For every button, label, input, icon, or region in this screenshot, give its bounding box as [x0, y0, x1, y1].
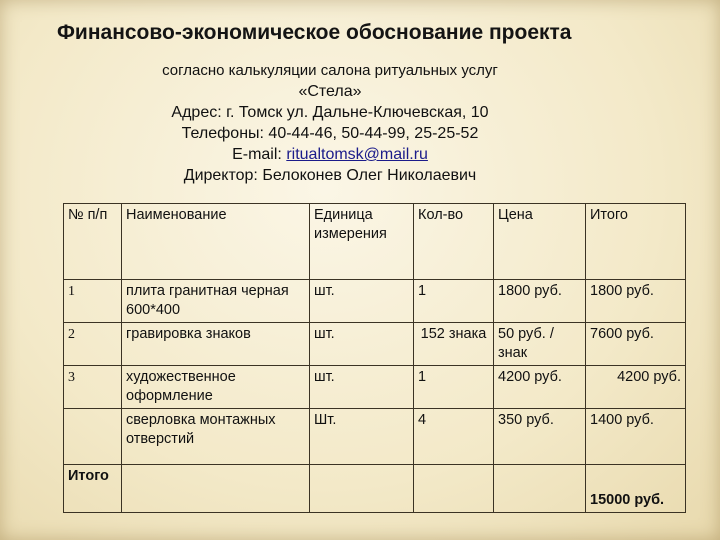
row-name: художественное оформление	[122, 366, 310, 409]
row-unit: шт.	[310, 366, 414, 409]
header-price: Цена	[494, 204, 586, 280]
row-number: 1	[64, 280, 122, 323]
row-number: 2	[64, 323, 122, 366]
table-row	[64, 366, 686, 409]
row-unit: Шт.	[310, 409, 414, 465]
row-unit: шт.	[310, 323, 414, 366]
info-phones: Телефоны: 40-44-46, 50-44-99, 25-25-52	[181, 125, 479, 142]
header-total: Итого	[586, 204, 686, 280]
info-email-row	[120, 144, 540, 165]
row-number	[64, 409, 122, 465]
header-qty: Кол-во	[414, 204, 494, 280]
row-qty: 1	[414, 366, 494, 409]
slide-title: Финансово-экономическое обоснование проекта	[57, 21, 572, 44]
footer-empty-cell	[494, 465, 586, 513]
row-qty: 1	[414, 280, 494, 323]
table-row	[64, 409, 686, 465]
company-info	[120, 60, 540, 186]
row-total: 4200 руб.	[586, 366, 686, 409]
footer-empty-cell	[122, 465, 310, 513]
header-name: Наименование	[122, 204, 310, 280]
table-row	[64, 323, 686, 366]
row-unit: шт.	[310, 280, 414, 323]
footer-total: 15000 руб.	[586, 465, 686, 513]
info-address: Адрес: г. Томск ул. Дальне-Ключевская, 10	[171, 104, 489, 121]
calculation-table	[63, 203, 686, 513]
email-link[interactable]: ritualtomsk@mail.ru	[286, 146, 428, 163]
header-number: № п/п	[64, 204, 122, 280]
email-label: E-mail:	[232, 146, 287, 163]
footer-empty-cell	[414, 465, 494, 513]
row-total: 1800 руб.	[586, 280, 686, 323]
row-price: 50 руб. / знак	[494, 323, 586, 366]
row-number: 3	[64, 366, 122, 409]
info-director: Директор: Белоконев Олег Николаевич	[183, 167, 477, 184]
footer-empty-cell	[310, 465, 414, 513]
table-header-row	[64, 204, 686, 280]
table-row	[64, 280, 686, 323]
row-name: сверловка монтажных отверстий	[122, 409, 310, 465]
info-line-1: согласно калькуляции салона ритуальных услуг	[162, 62, 498, 79]
row-total: 7600 руб.	[586, 323, 686, 366]
row-qty: 4	[414, 409, 494, 465]
info-line-2: «Стела»	[298, 83, 362, 100]
row-qty: 152 знака	[414, 323, 494, 366]
header-unit: Единица измерения	[310, 204, 414, 280]
row-price: 1800 руб.	[494, 280, 586, 323]
table-footer-row	[64, 465, 686, 513]
footer-label: Итого	[64, 465, 122, 513]
row-name: гравировка знаков	[122, 323, 310, 366]
row-total: 1400 руб.	[586, 409, 686, 465]
row-price: 4200 руб.	[494, 366, 586, 409]
row-name: плита гранитная черная 600*400	[122, 280, 310, 323]
row-price: 350 руб.	[494, 409, 586, 465]
